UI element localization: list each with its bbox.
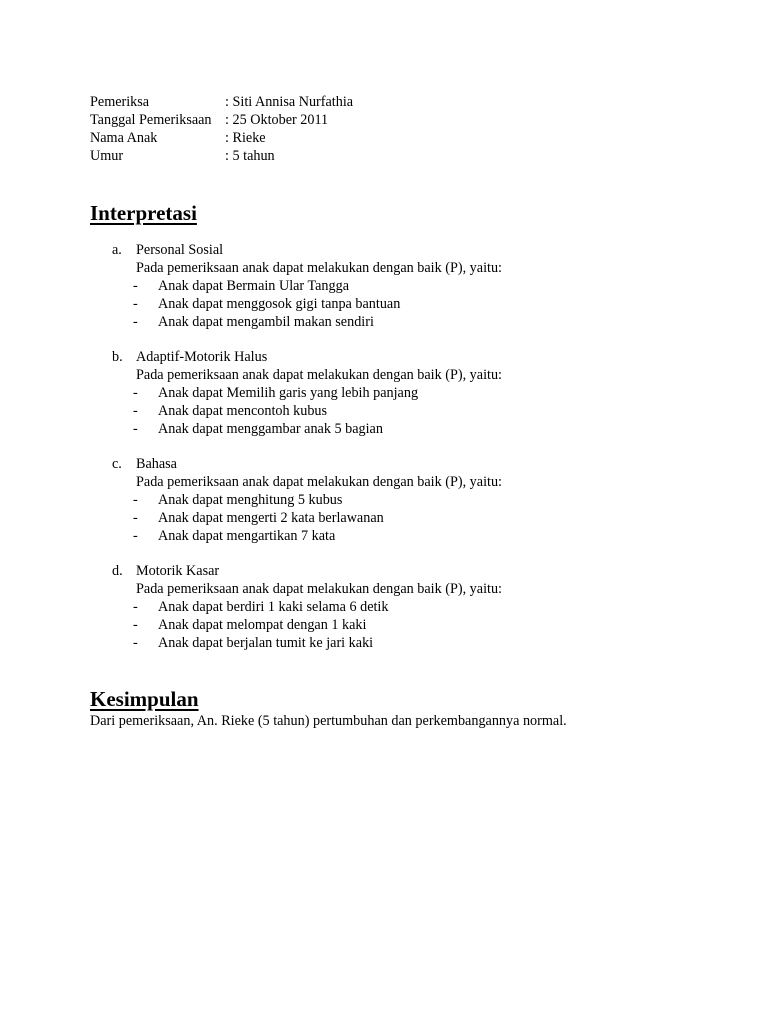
info-value: : Siti Annisa Nurfathia bbox=[225, 94, 354, 110]
section-letter: b. bbox=[112, 349, 123, 365]
list-item-text: Anak dapat mengerti 2 kata berlawanan bbox=[158, 510, 384, 526]
section-intro: Pada pemeriksaan anak dapat melakukan dengan baik (P), yaitu: bbox=[136, 367, 502, 383]
section-letter: a. bbox=[112, 242, 122, 258]
interpretasi-heading: Interpretasi bbox=[90, 201, 197, 225]
bullet-dash: - bbox=[133, 528, 138, 544]
section-letter: d. bbox=[112, 563, 123, 579]
list-item bbox=[112, 634, 502, 652]
section-letter: c. bbox=[112, 456, 122, 472]
section-bahasa bbox=[112, 455, 502, 545]
patient-info bbox=[90, 93, 353, 165]
section-body bbox=[112, 580, 502, 652]
list-item bbox=[112, 402, 502, 420]
bullet-dash: - bbox=[133, 278, 138, 294]
section-title: Motorik Kasar bbox=[136, 563, 220, 579]
section-title: Personal Sosial bbox=[136, 242, 224, 258]
kesimpulan-text: Dari pemeriksaan, An. Rieke (5 tahun) pertumbuhan dan perkembangannya normal. bbox=[90, 713, 567, 729]
section-title-row bbox=[112, 241, 502, 259]
list-item-text: Anak dapat mengartikan 7 kata bbox=[158, 528, 336, 544]
list-item bbox=[112, 420, 502, 438]
list-item bbox=[112, 277, 502, 295]
list-item bbox=[112, 384, 502, 402]
bullet-dash: - bbox=[133, 403, 138, 419]
info-label: Tanggal Pemeriksaan bbox=[90, 112, 212, 128]
list-item-text: Anak dapat berjalan tumit ke jari kaki bbox=[158, 635, 374, 651]
list-item bbox=[112, 491, 502, 509]
info-label: Pemeriksa bbox=[90, 94, 150, 110]
section-title-row bbox=[112, 455, 502, 473]
section-title-row bbox=[112, 348, 502, 366]
info-row-nama bbox=[90, 129, 353, 147]
list-item-text: Anak dapat menggosok gigi tanpa bantuan bbox=[158, 296, 401, 312]
section-intro: Pada pemeriksaan anak dapat melakukan dengan baik (P), yaitu: bbox=[136, 581, 502, 597]
list-item bbox=[112, 527, 502, 545]
info-value: : 25 Oktober 2011 bbox=[225, 112, 329, 128]
info-row-pemeriksa bbox=[90, 93, 353, 111]
section-title: Adaptif-Motorik Halus bbox=[136, 349, 268, 365]
bullet-dash: - bbox=[133, 296, 138, 312]
info-label: Umur bbox=[90, 148, 124, 164]
list-item-text: Anak dapat Bermain Ular Tangga bbox=[158, 278, 349, 294]
section-body bbox=[112, 259, 502, 331]
section-intro: Pada pemeriksaan anak dapat melakukan dengan baik (P), yaitu: bbox=[136, 260, 502, 276]
list-item bbox=[112, 616, 502, 634]
kesimpulan-heading: Kesimpulan bbox=[90, 687, 199, 711]
section-title-row bbox=[112, 562, 502, 580]
list-item-text: Anak dapat mencontoh kubus bbox=[158, 403, 328, 419]
bullet-dash: - bbox=[133, 510, 138, 526]
bullet-dash: - bbox=[133, 635, 138, 651]
list-item-text: Anak dapat berdiri 1 kaki selama 6 detik bbox=[158, 599, 389, 615]
list-item bbox=[112, 598, 502, 616]
list-item-text: Anak dapat menghitung 5 kubus bbox=[158, 492, 343, 508]
info-row-umur bbox=[90, 147, 353, 165]
bullet-dash: - bbox=[133, 314, 138, 330]
bullet-dash: - bbox=[133, 385, 138, 401]
bullet-dash: - bbox=[133, 617, 138, 633]
section-adaptif-motorik-halus bbox=[112, 348, 502, 438]
list-item-text: Anak dapat melompat dengan 1 kaki bbox=[158, 617, 367, 633]
section-title: Bahasa bbox=[136, 456, 177, 472]
section-motorik-kasar bbox=[112, 562, 502, 652]
list-item bbox=[112, 313, 502, 331]
list-item-text: Anak dapat menggambar anak 5 bagian bbox=[158, 421, 383, 437]
info-label: Nama Anak bbox=[90, 130, 158, 146]
section-body bbox=[112, 473, 502, 545]
section-body bbox=[112, 366, 502, 438]
list-item bbox=[112, 295, 502, 313]
list-item bbox=[112, 509, 502, 527]
list-item-text: Anak dapat Memilih garis yang lebih panjang bbox=[158, 385, 419, 401]
info-value: : 5 tahun bbox=[225, 148, 275, 164]
bullet-dash: - bbox=[133, 599, 138, 615]
bullet-dash: - bbox=[133, 492, 138, 508]
section-intro: Pada pemeriksaan anak dapat melakukan dengan baik (P), yaitu: bbox=[136, 474, 502, 490]
info-value: : Rieke bbox=[225, 130, 266, 146]
bullet-dash: - bbox=[133, 421, 138, 437]
info-row-tanggal bbox=[90, 111, 353, 129]
list-item-text: Anak dapat mengambil makan sendiri bbox=[158, 314, 374, 330]
section-personal-sosial bbox=[112, 241, 502, 331]
